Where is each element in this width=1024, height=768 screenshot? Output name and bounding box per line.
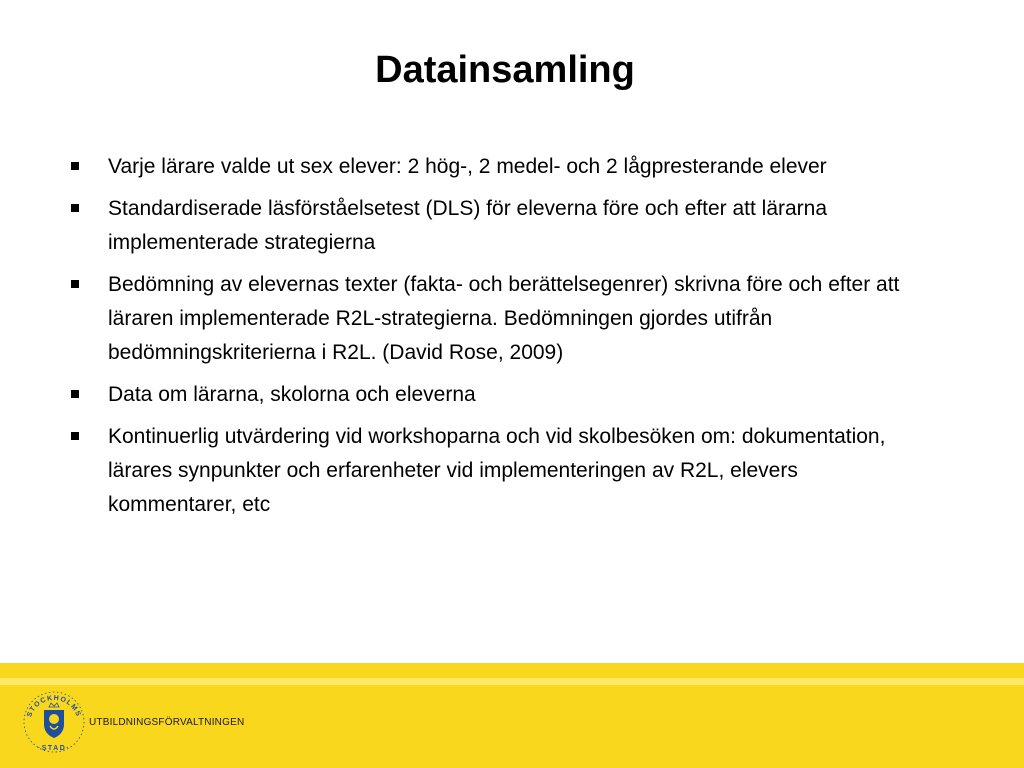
square-bullet-icon — [71, 204, 79, 212]
bullet-text: Data om lärarna, skolorna och eleverna — [108, 383, 476, 406]
bullet-item — [70, 378, 930, 412]
footer-stripe — [0, 678, 1024, 685]
svg-text:·STAD·: ·STAD· — [37, 745, 71, 752]
bullet-text: Kontinuerlig utvärdering vid workshoparna och vid skolbesöken om: dokumentation, lärares synpunkter och erfarenheter vid implementeringen av R2L, elevers kommentarer, etc — [108, 425, 886, 516]
square-bullet-icon — [71, 162, 79, 170]
bullet-list — [70, 150, 930, 530]
bullet-item — [70, 268, 930, 370]
square-bullet-icon — [71, 432, 79, 440]
bullet-item — [70, 150, 930, 184]
bullet-item — [70, 420, 930, 522]
bullet-text: Standardiserade läsförståelsetest (DLS) för eleverna före och efter att lärarna implementerade strategierna — [108, 197, 828, 254]
square-bullet-icon — [71, 390, 79, 398]
svg-text:STOCKHOLMS: STOCKHOLMS — [26, 694, 82, 719]
bullet-text: Bedömning av elevernas texter (fakta- och berättelsegenrer) skrivna före och efter att läraren implementerade R2L-strategierna. Bedömningen gjordes utifrån bedömningskriterierna i R2L. (David Rose, 2009) — [108, 273, 900, 364]
stockholms-stad-seal-icon — [22, 690, 86, 754]
bullet-item — [70, 192, 930, 260]
org-name: UTBILDNINGSFÖRVALTNINGEN — [89, 717, 245, 728]
square-bullet-icon — [71, 280, 79, 288]
slide-title: Datainsamling — [375, 49, 635, 91]
bullet-text: Varje lärare valde ut sex elever: 2 hög-, 2 medel- och 2 lågpresterande elever — [108, 155, 827, 178]
